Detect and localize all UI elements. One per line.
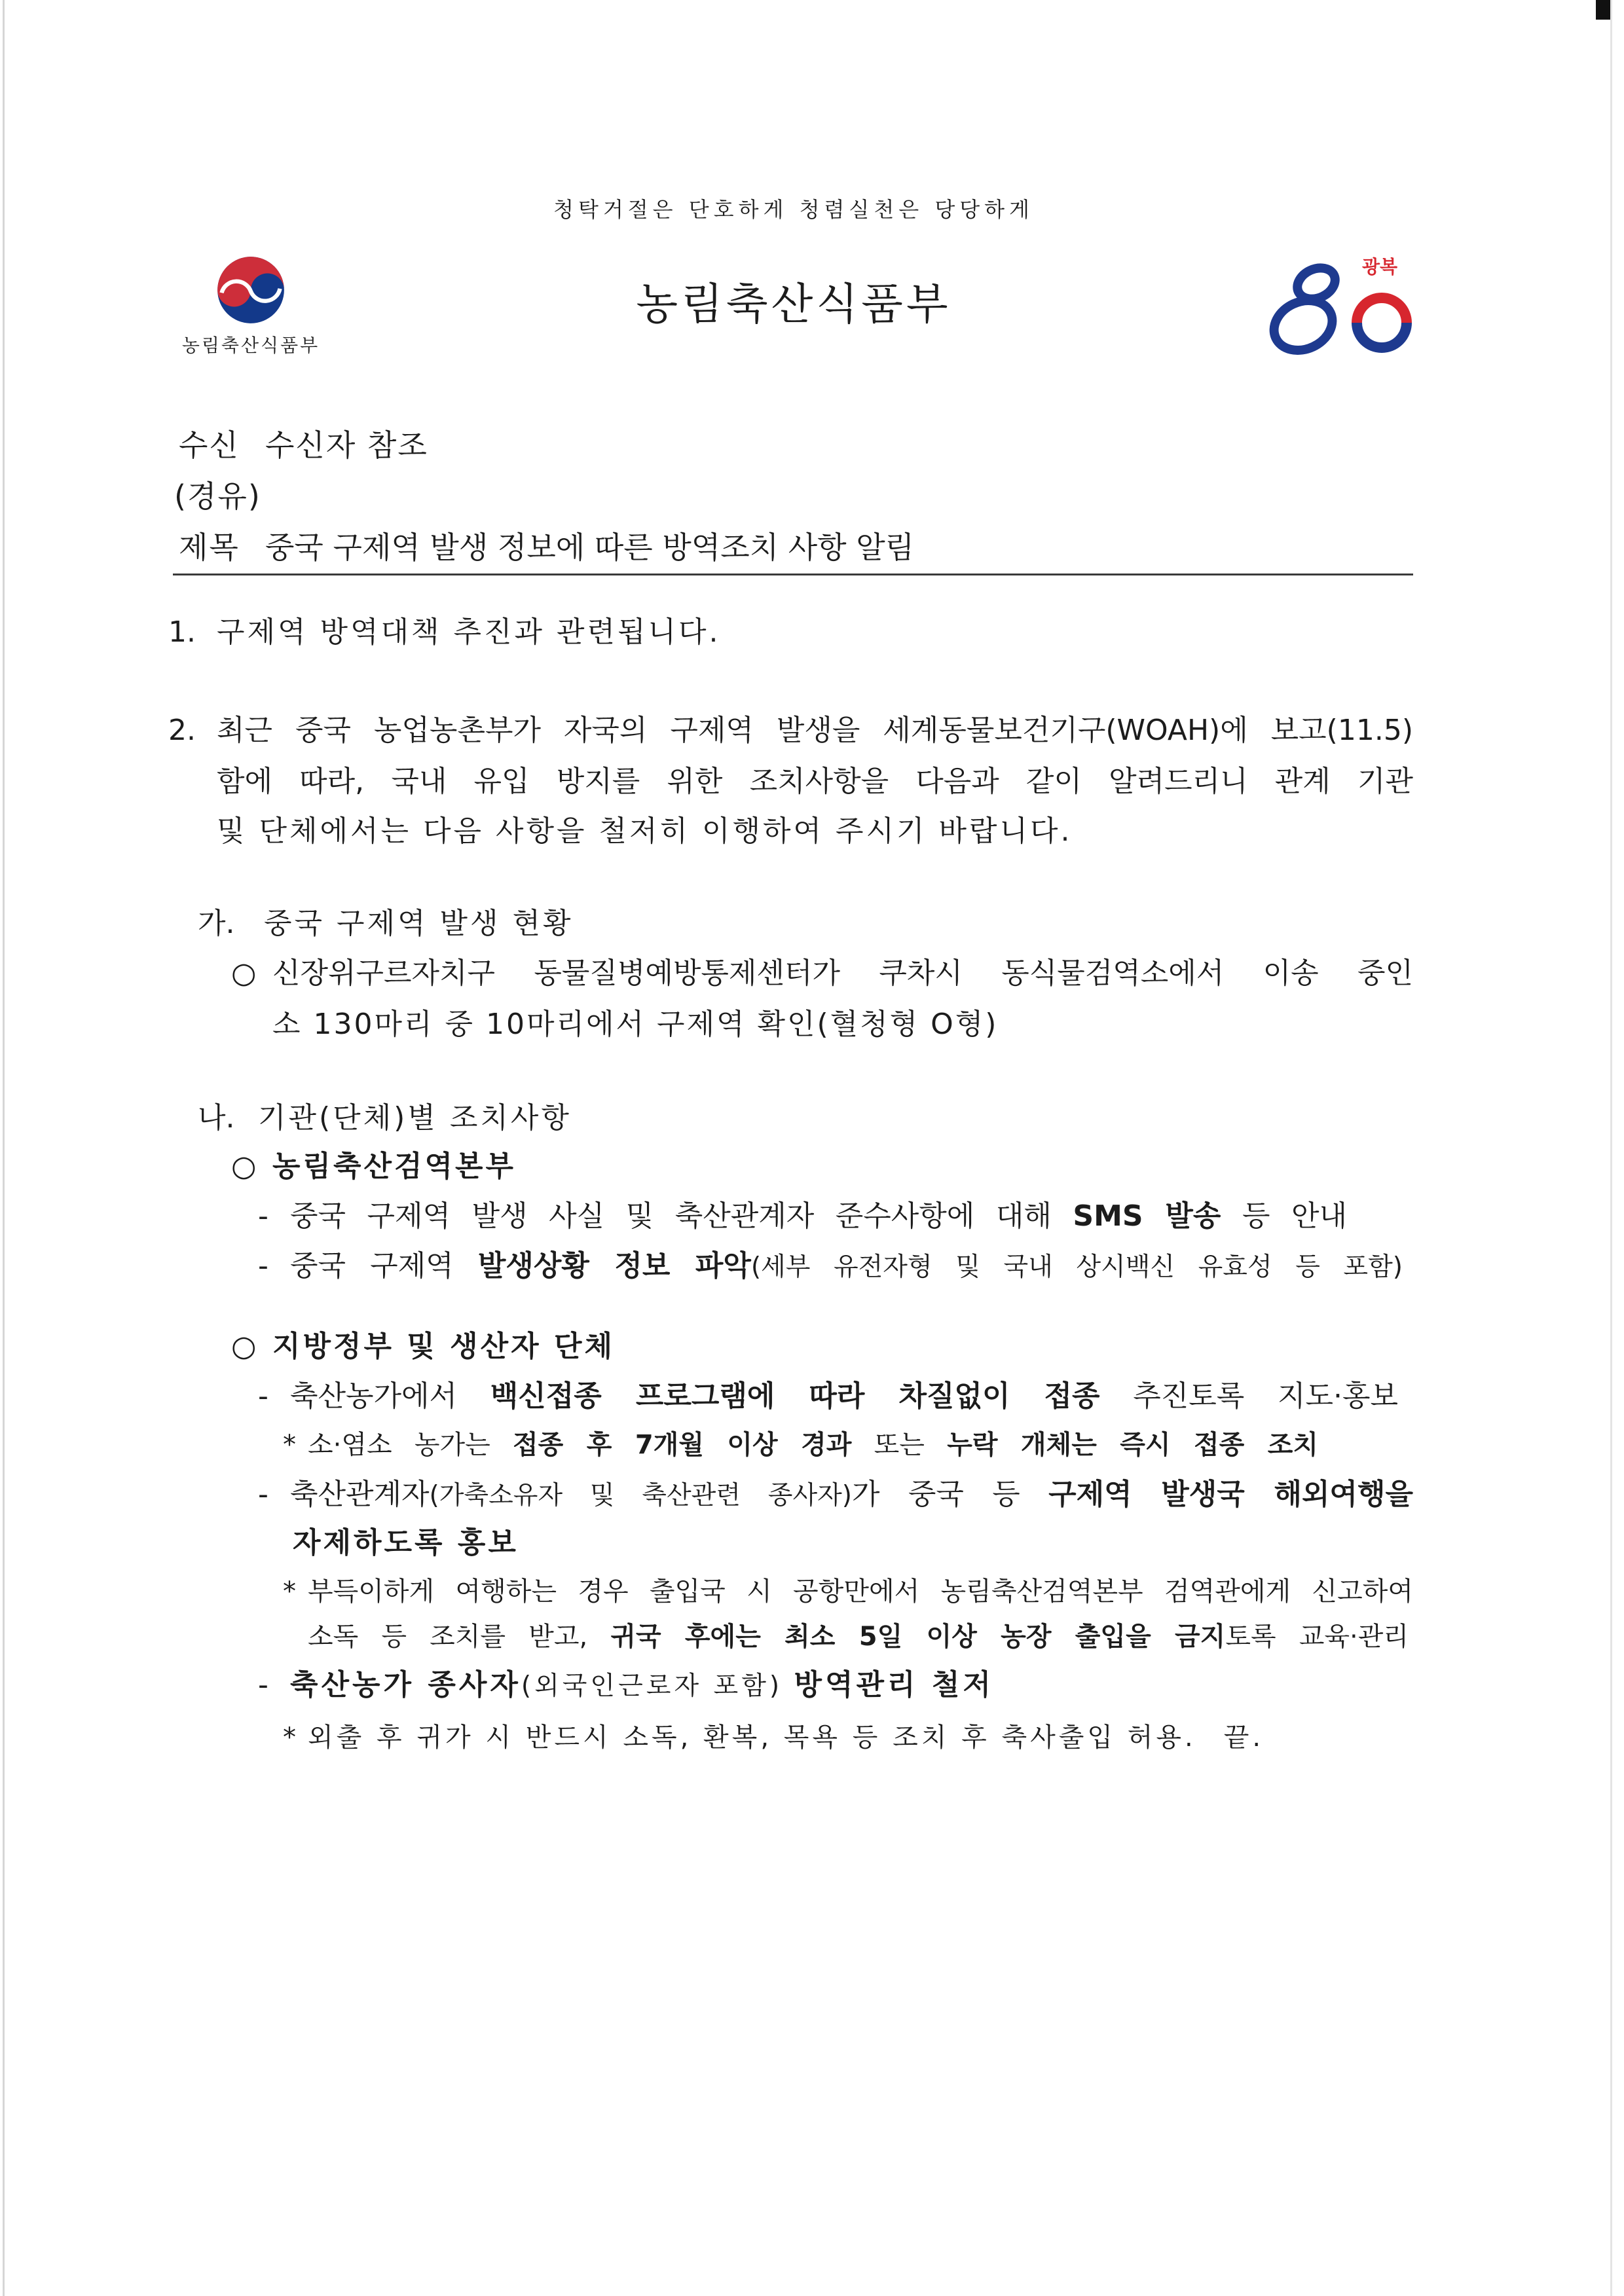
action-item-continuation: 자제하도록 홍보 [293,1526,519,1559]
item-2-marker: 2. [168,714,196,747]
action-item [290,1666,994,1705]
bullet-circle: ○ [231,1330,257,1363]
government-emblem-icon [216,255,286,325]
action-text-emphasis: SMS 발송 [1073,1199,1221,1233]
dash-marker: - [258,1478,268,1511]
action-text: 등 안내 [1221,1199,1348,1233]
scan-mark-top-right [1596,0,1610,20]
note-text-emphasis: 접종 후 7개월 이상 경과 [513,1430,852,1460]
via-label: (경유) [174,479,261,514]
bullet-circle: ○ [231,957,257,990]
action-note [308,1425,1318,1465]
digit-0-shape [1357,298,1407,348]
note-text: 토록 교육·관리 [1225,1622,1409,1652]
action-text-emphasis: 축산농가 종사자 [290,1668,521,1702]
note-text-emphasis: 누락 개체는 즉시 접종 조치 [947,1430,1319,1460]
integrity-slogan: 청탁거절은 단호하게 청렴실천은 당당하게 [553,197,1034,222]
document-end-mark: 끝. [1223,1722,1264,1753]
action-text: 가 중국 등 [852,1478,1049,1511]
recipient-label: 수신 [179,428,240,463]
action-text-parenthetical: (세부 유전자형 및 국내 상시백신 유효성 등 포함) [750,1252,1403,1282]
note-text: 또는 [851,1430,948,1460]
header-divider [173,574,1413,575]
dash-marker: - [258,1249,268,1283]
dash-marker: - [258,1199,268,1233]
note-text: 소독 등 조치를 받고, [308,1622,611,1652]
bullet-circle: ○ [231,1150,257,1183]
item-2-line: 최근 중국 농업농촌부가 자국의 구제역 발생을 세계동물보건기구(WOAH)에 보고(11.5) [217,714,1413,747]
action-text-emphasis: 발생상황 정보 파악 [477,1249,751,1283]
item-1-marker: 1. [168,615,196,649]
section-a-title: 중국 구제역 발생 현황 [264,907,574,940]
subject-value: 중국 구제역 발생 정보에 따른 방역조치 사항 알림 [265,530,915,565]
action-note: 부득이하게 여행하는 경우 출입국 시 공항만에서 농림축산검역본부 검역관에게 신고하여 [308,1576,1413,1607]
action-note [308,1718,1264,1757]
digit-8-shape [1266,262,1340,359]
item-2-line: 함에 따라, 국내 유입 방지를 위한 조치사항을 다음과 같이 알려드리니 관계 기관 [217,765,1413,798]
action-text: 축산농가에서 [290,1379,490,1413]
section-b-marker: 나. [198,1101,235,1135]
action-text: 추진토록 지도·홍보 [1099,1379,1398,1413]
note-text: 소·염소 농가는 [308,1430,513,1460]
action-item [290,1247,1403,1286]
subject-label: 제목 [179,530,240,565]
action-text: 중국 구제역 [290,1249,478,1283]
liberation-80th-anniversary-logo [1264,246,1418,363]
scan-edge-left [3,0,5,2296]
scan-edge-right [1610,0,1612,2296]
action-text-emphasis: 구제역 발생국 해외여행을 [1048,1478,1413,1511]
action-note [308,1617,1409,1656]
outbreak-detail-line: 신장위구르자치구 동물질병예방통제센터가 쿠차시 동식물검역소에서 이송 중인 [272,957,1413,990]
note-text: 외출 후 귀가 시 반드시 소독, 환복, 목욕 등 조치 후 축사출입 허용. [308,1722,1196,1753]
dash-marker: - [258,1379,268,1413]
recipient-value: 수신자 참조 [265,428,428,463]
action-text-parenthetical: (외국인근로자 포함) [521,1671,794,1701]
group-name-quarantine-agency: 농림축산검역본부 [272,1150,517,1183]
note-text-emphasis: 귀국 후에는 최소 5일 이상 농장 출입을 금지 [610,1622,1226,1652]
emblem-caption: 농림축산식품부 [181,335,320,356]
asterisk-marker: * [283,1430,296,1460]
ministry-title: 농림축산식품부 [636,279,951,329]
action-text-parenthetical: (가축소유자 및 축산관련 종사자) [429,1481,853,1510]
action-item [290,1475,1413,1514]
action-item [290,1377,1398,1416]
item-1-text: 구제역 방역대책 추진과 관련됩니다. [217,615,721,649]
section-a-marker: 가. [198,907,235,940]
item-2-line: 및 단체에서는 다음 사항을 철저히 이행하여 주시기 바랍니다. [217,814,1073,848]
dash-marker: - [258,1668,268,1702]
action-text-emphasis: 방역관리 철저 [794,1668,994,1702]
section-b-title: 기관(단체)별 조치사항 [258,1101,572,1135]
action-text: 축산관계자 [290,1478,430,1511]
action-text: 중국 구제역 발생 사실 및 축산관계자 준수사항에 대해 [290,1199,1073,1233]
anniversary-logo-label: 광복 [1362,256,1398,278]
asterisk-marker: * [283,1722,296,1753]
action-text-emphasis: 백신접종 프로그램에 따라 차질없이 접종 [490,1379,1100,1413]
group-name-local-government: 지방정부 및 생산자 단체 [272,1330,615,1363]
outbreak-detail-line: 소 130마리 중 10마리에서 구제역 확인(혈청형 O형) [272,1008,999,1041]
asterisk-marker: * [283,1576,296,1607]
action-item [290,1197,1347,1236]
